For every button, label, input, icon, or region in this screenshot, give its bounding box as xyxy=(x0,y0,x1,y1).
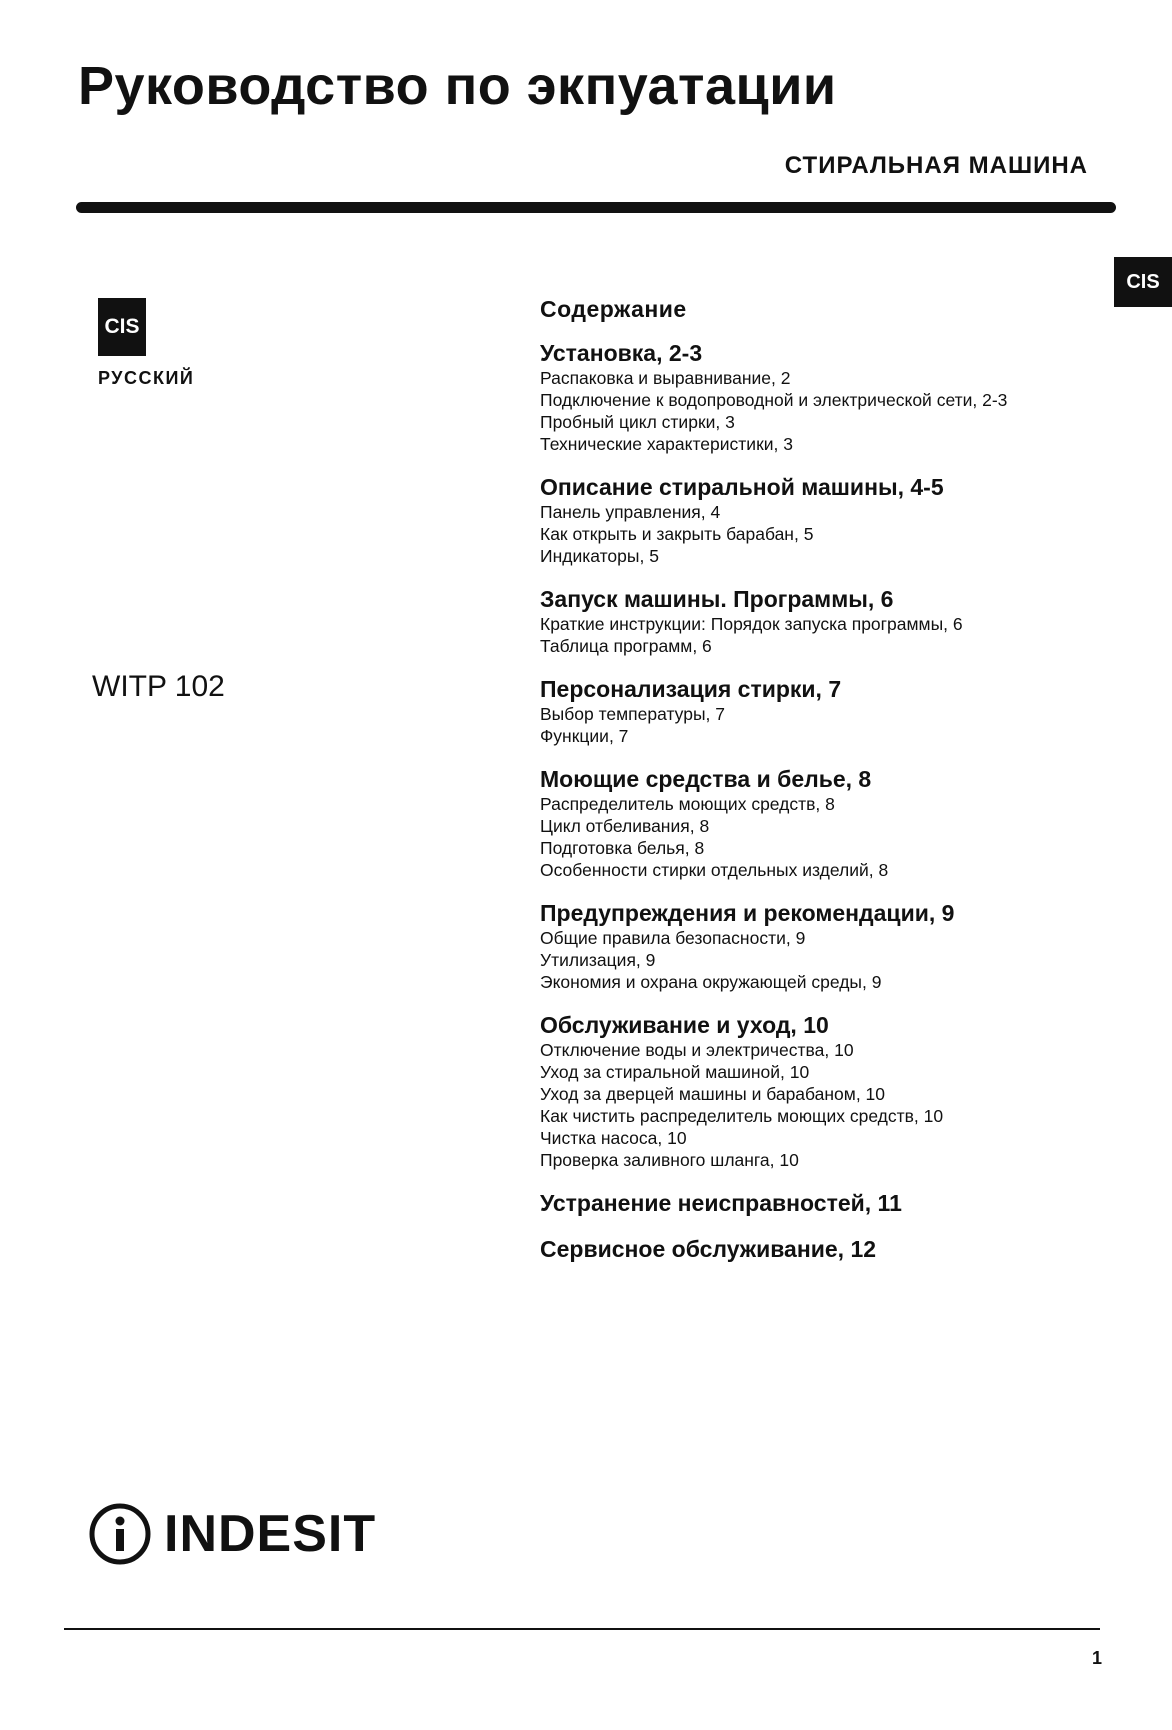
toc-section xyxy=(540,1011,1120,1171)
toc-item: Как открыть и закрыть барабан, 5 xyxy=(540,524,814,544)
toc-section xyxy=(540,473,1120,567)
toc-section-title: Моющие средства и белье, 8 xyxy=(540,766,872,792)
toc-item: Подготовка белья, 8 xyxy=(540,838,705,858)
footer-divider xyxy=(64,1628,1100,1630)
toc-item: Функции, 7 xyxy=(540,726,629,746)
toc-section xyxy=(540,765,1120,881)
toc-section xyxy=(540,1189,1120,1217)
language-name: РУССКИЙ xyxy=(98,368,195,388)
header-divider xyxy=(76,202,1116,213)
toc-section xyxy=(540,1235,1120,1263)
toc-item: Проверка заливного шланга, 10 xyxy=(540,1150,799,1170)
toc-item: Утилизация, 9 xyxy=(540,950,656,970)
toc-item: Уход за стиральной машиной, 10 xyxy=(540,1062,810,1082)
toc-item: Краткие инструкции: Порядок запуска программы, 6 xyxy=(540,614,963,634)
toc-section-title: Обслуживание и уход, 10 xyxy=(540,1012,829,1038)
toc-item: Особенности стирки отдельных изделий, 8 xyxy=(540,860,889,880)
toc-item: Подключение к водопроводной и электрической сети, 2-3 xyxy=(540,390,1008,410)
brand-name: INDESIT xyxy=(164,1505,377,1563)
toc-heading: Содержание xyxy=(540,296,687,322)
toc-item: Пробный цикл стирки, 3 xyxy=(540,412,735,432)
toc-item: Отключение воды и электричества, 10 xyxy=(540,1040,854,1060)
toc-section-title: Предупреждения и рекомендации, 9 xyxy=(540,900,955,926)
toc-section-title: Установка, 2-3 xyxy=(540,340,703,366)
toc-item: Чистка насоса, 10 xyxy=(540,1128,687,1148)
toc-item: Распаковка и выравнивание, 2 xyxy=(540,368,791,388)
toc-item: Выбор температуры, 7 xyxy=(540,704,726,724)
toc-item: Общие правила безопасности, 9 xyxy=(540,928,806,948)
document-subtitle: СТИРАЛЬНАЯ МАШИНА xyxy=(784,152,1088,179)
toc-item: Цикл отбеливания, 8 xyxy=(540,816,710,836)
brand-logo xyxy=(88,1502,376,1566)
toc-section xyxy=(540,675,1120,747)
model-number: WITP 102 xyxy=(92,670,225,703)
toc-item: Уход за дверцей машины и барабаном, 10 xyxy=(540,1084,886,1104)
toc-item: Таблица программ, 6 xyxy=(540,636,712,656)
toc-item: Индикаторы, 5 xyxy=(540,546,659,566)
toc-item: Технические характеристики, 3 xyxy=(540,434,793,454)
toc-section-title: Персонализация стирки, 7 xyxy=(540,676,842,702)
toc-section-title: Сервисное обслуживание, 12 xyxy=(540,1236,877,1262)
language-badge: CIS xyxy=(98,298,146,356)
toc-section xyxy=(540,585,1120,657)
toc-item: Панель управления, 4 xyxy=(540,502,721,522)
toc-section-title: Устранение неисправностей, 11 xyxy=(540,1190,902,1216)
toc-item: Экономия и охрана окружающей среды, 9 xyxy=(540,972,882,992)
toc-section xyxy=(540,899,1120,993)
side-language-tab: CIS xyxy=(1114,257,1172,307)
indesit-circle-i-icon xyxy=(88,1502,152,1566)
toc-item: Как чистить распределитель моющих средств, 10 xyxy=(540,1106,944,1126)
table-of-contents xyxy=(540,296,1120,1281)
toc-item: Распределитель моющих средств, 8 xyxy=(540,794,835,814)
page-title: Руководство по экпуатации xyxy=(78,56,837,116)
toc-section-title: Описание стиральной машины, 4-5 xyxy=(540,474,944,500)
toc-section xyxy=(540,339,1120,455)
toc-section-title: Запуск машины. Программы, 6 xyxy=(540,586,894,612)
page-number: 1 xyxy=(1091,1648,1102,1668)
